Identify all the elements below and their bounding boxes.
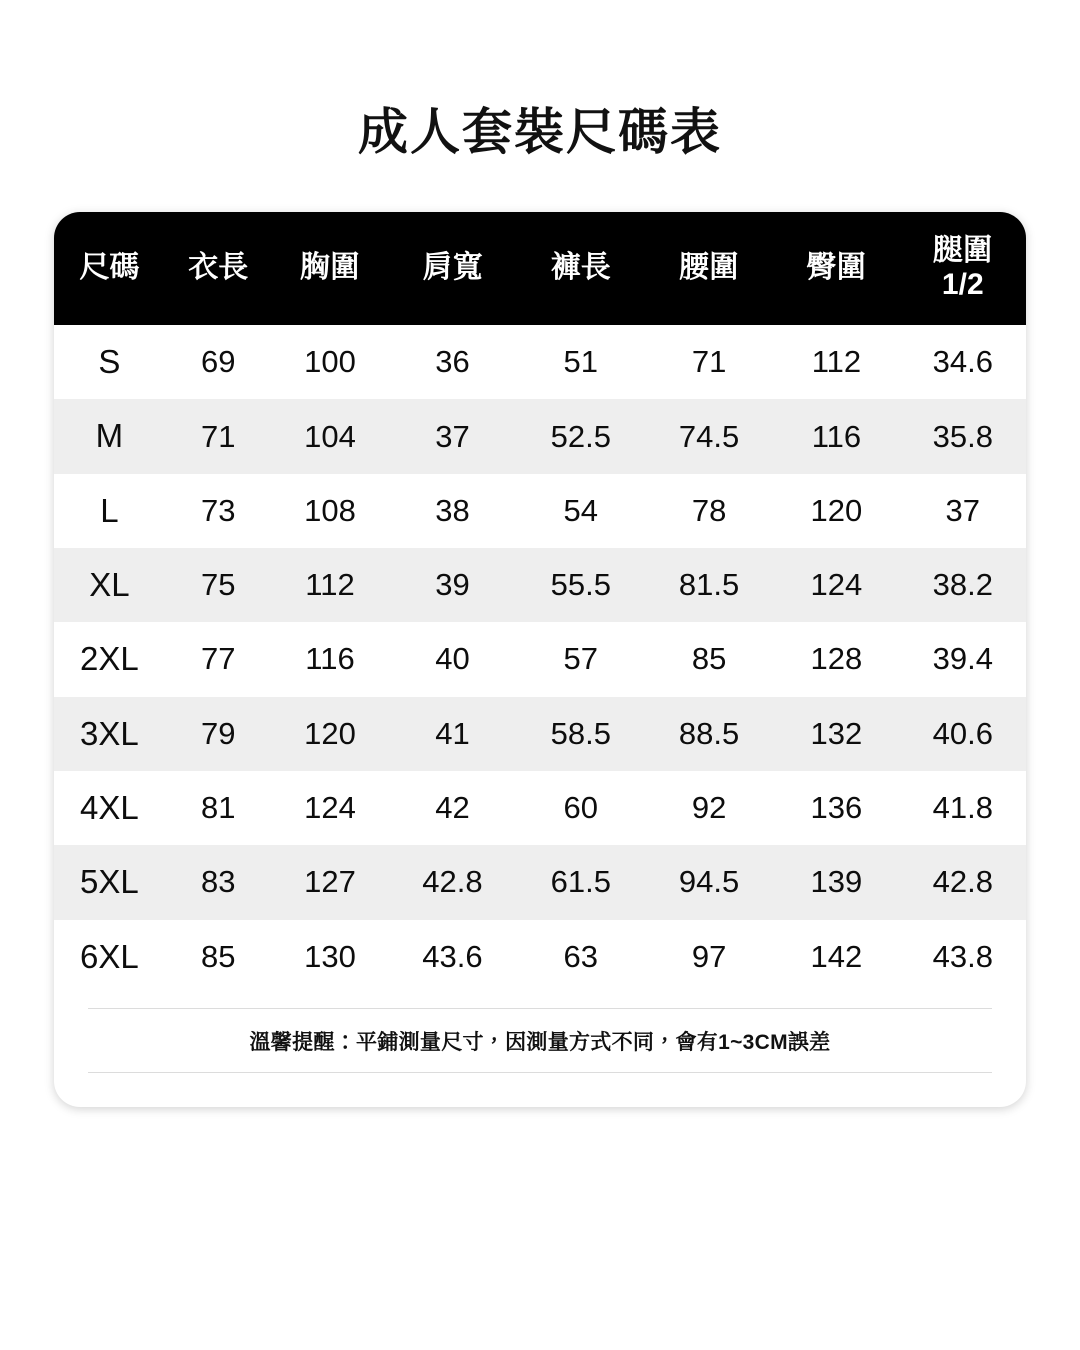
cell-waist: 71: [691, 344, 727, 380]
cell-bust: 100: [304, 344, 356, 380]
cell-shoulder: 42: [435, 790, 470, 826]
cell-bust: 130: [304, 938, 356, 974]
column-header-thigh: [900, 212, 1026, 325]
table-row: [54, 474, 1026, 548]
cell-length: 71: [201, 418, 236, 454]
cell-hip: 142: [810, 938, 863, 974]
cell-bust: 104: [304, 418, 356, 454]
cell-shoulder: 40: [435, 641, 470, 677]
cell-hip: 112: [811, 344, 862, 380]
cell-size: 4XL: [80, 788, 139, 826]
table-row: [54, 771, 1026, 845]
cell-hip: 136: [810, 790, 863, 826]
cell-length: 81: [201, 790, 236, 826]
cell-thigh: 41.8: [932, 790, 993, 826]
cell-waist: 92: [691, 790, 727, 826]
cell-size: 6XL: [80, 937, 139, 975]
cell-hip: 139: [810, 864, 863, 900]
cell-waist: 81.5: [678, 567, 740, 603]
card-bottom-spacer: [54, 1073, 1026, 1107]
cell-hip: 132: [810, 715, 863, 751]
table-row: [54, 399, 1026, 473]
cell-pants-length: 55.5: [550, 567, 611, 603]
column-header-length: 衣長: [188, 250, 249, 284]
cell-pants-length: 58.5: [550, 715, 611, 751]
cell-size: XL: [89, 566, 130, 604]
cell-size: L: [100, 491, 119, 529]
cell-length: 83: [201, 864, 236, 900]
size-table: [54, 212, 1026, 994]
column-header-pants-length: 褲長: [550, 250, 611, 284]
cell-thigh: 43.8: [932, 938, 993, 974]
cell-bust: 124: [304, 790, 356, 826]
table-header: [54, 212, 1026, 325]
column-header-thigh-main: 腿圍: [932, 234, 993, 267]
cell-waist: 88.5: [678, 715, 740, 751]
cell-pants-length: 52.5: [550, 418, 611, 454]
size-table-card: [54, 212, 1026, 1107]
table-body: [54, 325, 1026, 994]
cell-waist: 78: [691, 492, 727, 528]
cell-bust: 120: [304, 715, 356, 751]
cell-thigh: 34.6: [932, 344, 993, 380]
column-header-thigh-sub: 1/2: [941, 267, 984, 301]
cell-size: 5XL: [80, 863, 139, 901]
cell-pants-length: 51: [563, 344, 599, 380]
cell-waist: 94.5: [678, 864, 740, 900]
cell-shoulder: 39: [435, 567, 470, 603]
cell-shoulder: 36: [435, 344, 470, 380]
cell-hip: 116: [811, 418, 862, 454]
cell-size: S: [98, 343, 121, 381]
cell-length: 79: [201, 715, 236, 751]
column-header-shoulder: 肩寬: [422, 250, 483, 284]
cell-hip: 128: [810, 641, 863, 677]
cell-shoulder: 38: [435, 492, 470, 528]
table-row: [54, 622, 1026, 696]
cell-length: 75: [201, 567, 236, 603]
cell-thigh: 38.2: [932, 567, 993, 603]
cell-pants-length: 60: [563, 790, 599, 826]
cell-pants-length: 54: [563, 492, 599, 528]
table-row: [54, 325, 1026, 399]
cell-hip: 124: [810, 567, 863, 603]
cell-waist: 85: [691, 641, 727, 677]
column-header-hip: 臀圍: [806, 250, 867, 284]
cell-size: 2XL: [80, 640, 139, 678]
cell-thigh: 39.4: [932, 641, 993, 677]
cell-shoulder: 37: [435, 418, 470, 454]
column-header-size: 尺碼: [79, 250, 140, 284]
cell-shoulder: 41: [435, 715, 470, 751]
note-container: [88, 1008, 992, 1073]
table-row: [54, 920, 1026, 994]
measurement-note: 溫馨提醒：平鋪測量尺寸，因測量方式不同，會有1~3CM誤差: [249, 1030, 831, 1054]
cell-shoulder: 43.6: [422, 938, 483, 974]
table-row: [54, 845, 1026, 919]
cell-waist: 74.5: [678, 418, 740, 454]
cell-pants-length: 63: [563, 938, 599, 974]
cell-hip: 120: [810, 492, 863, 528]
cell-thigh: 40.6: [932, 715, 993, 751]
cell-shoulder: 42.8: [422, 864, 483, 900]
column-header-waist: 腰圍: [679, 250, 740, 284]
table-row: [54, 697, 1026, 771]
cell-length: 69: [201, 344, 236, 380]
cell-thigh: 35.8: [932, 418, 993, 454]
table-row: [54, 548, 1026, 622]
cell-length: 77: [201, 641, 236, 677]
cell-size: 3XL: [80, 714, 139, 752]
column-header-bust: 胸圍: [300, 250, 361, 284]
cell-bust: 116: [305, 641, 355, 677]
cell-bust: 108: [304, 492, 356, 528]
table-header-row: [54, 212, 1026, 325]
cell-thigh: 37: [945, 492, 981, 528]
cell-size: M: [95, 417, 124, 455]
page-title: 成人套裝尺碼表: [358, 104, 722, 160]
cell-bust: 127: [304, 864, 356, 900]
cell-bust: 112: [305, 567, 355, 603]
cell-pants-length: 57: [563, 641, 599, 677]
cell-waist: 97: [691, 938, 727, 974]
cell-thigh: 42.8: [932, 864, 993, 900]
cell-length: 73: [201, 492, 236, 528]
cell-length: 85: [201, 938, 236, 974]
cell-pants-length: 61.5: [550, 864, 611, 900]
